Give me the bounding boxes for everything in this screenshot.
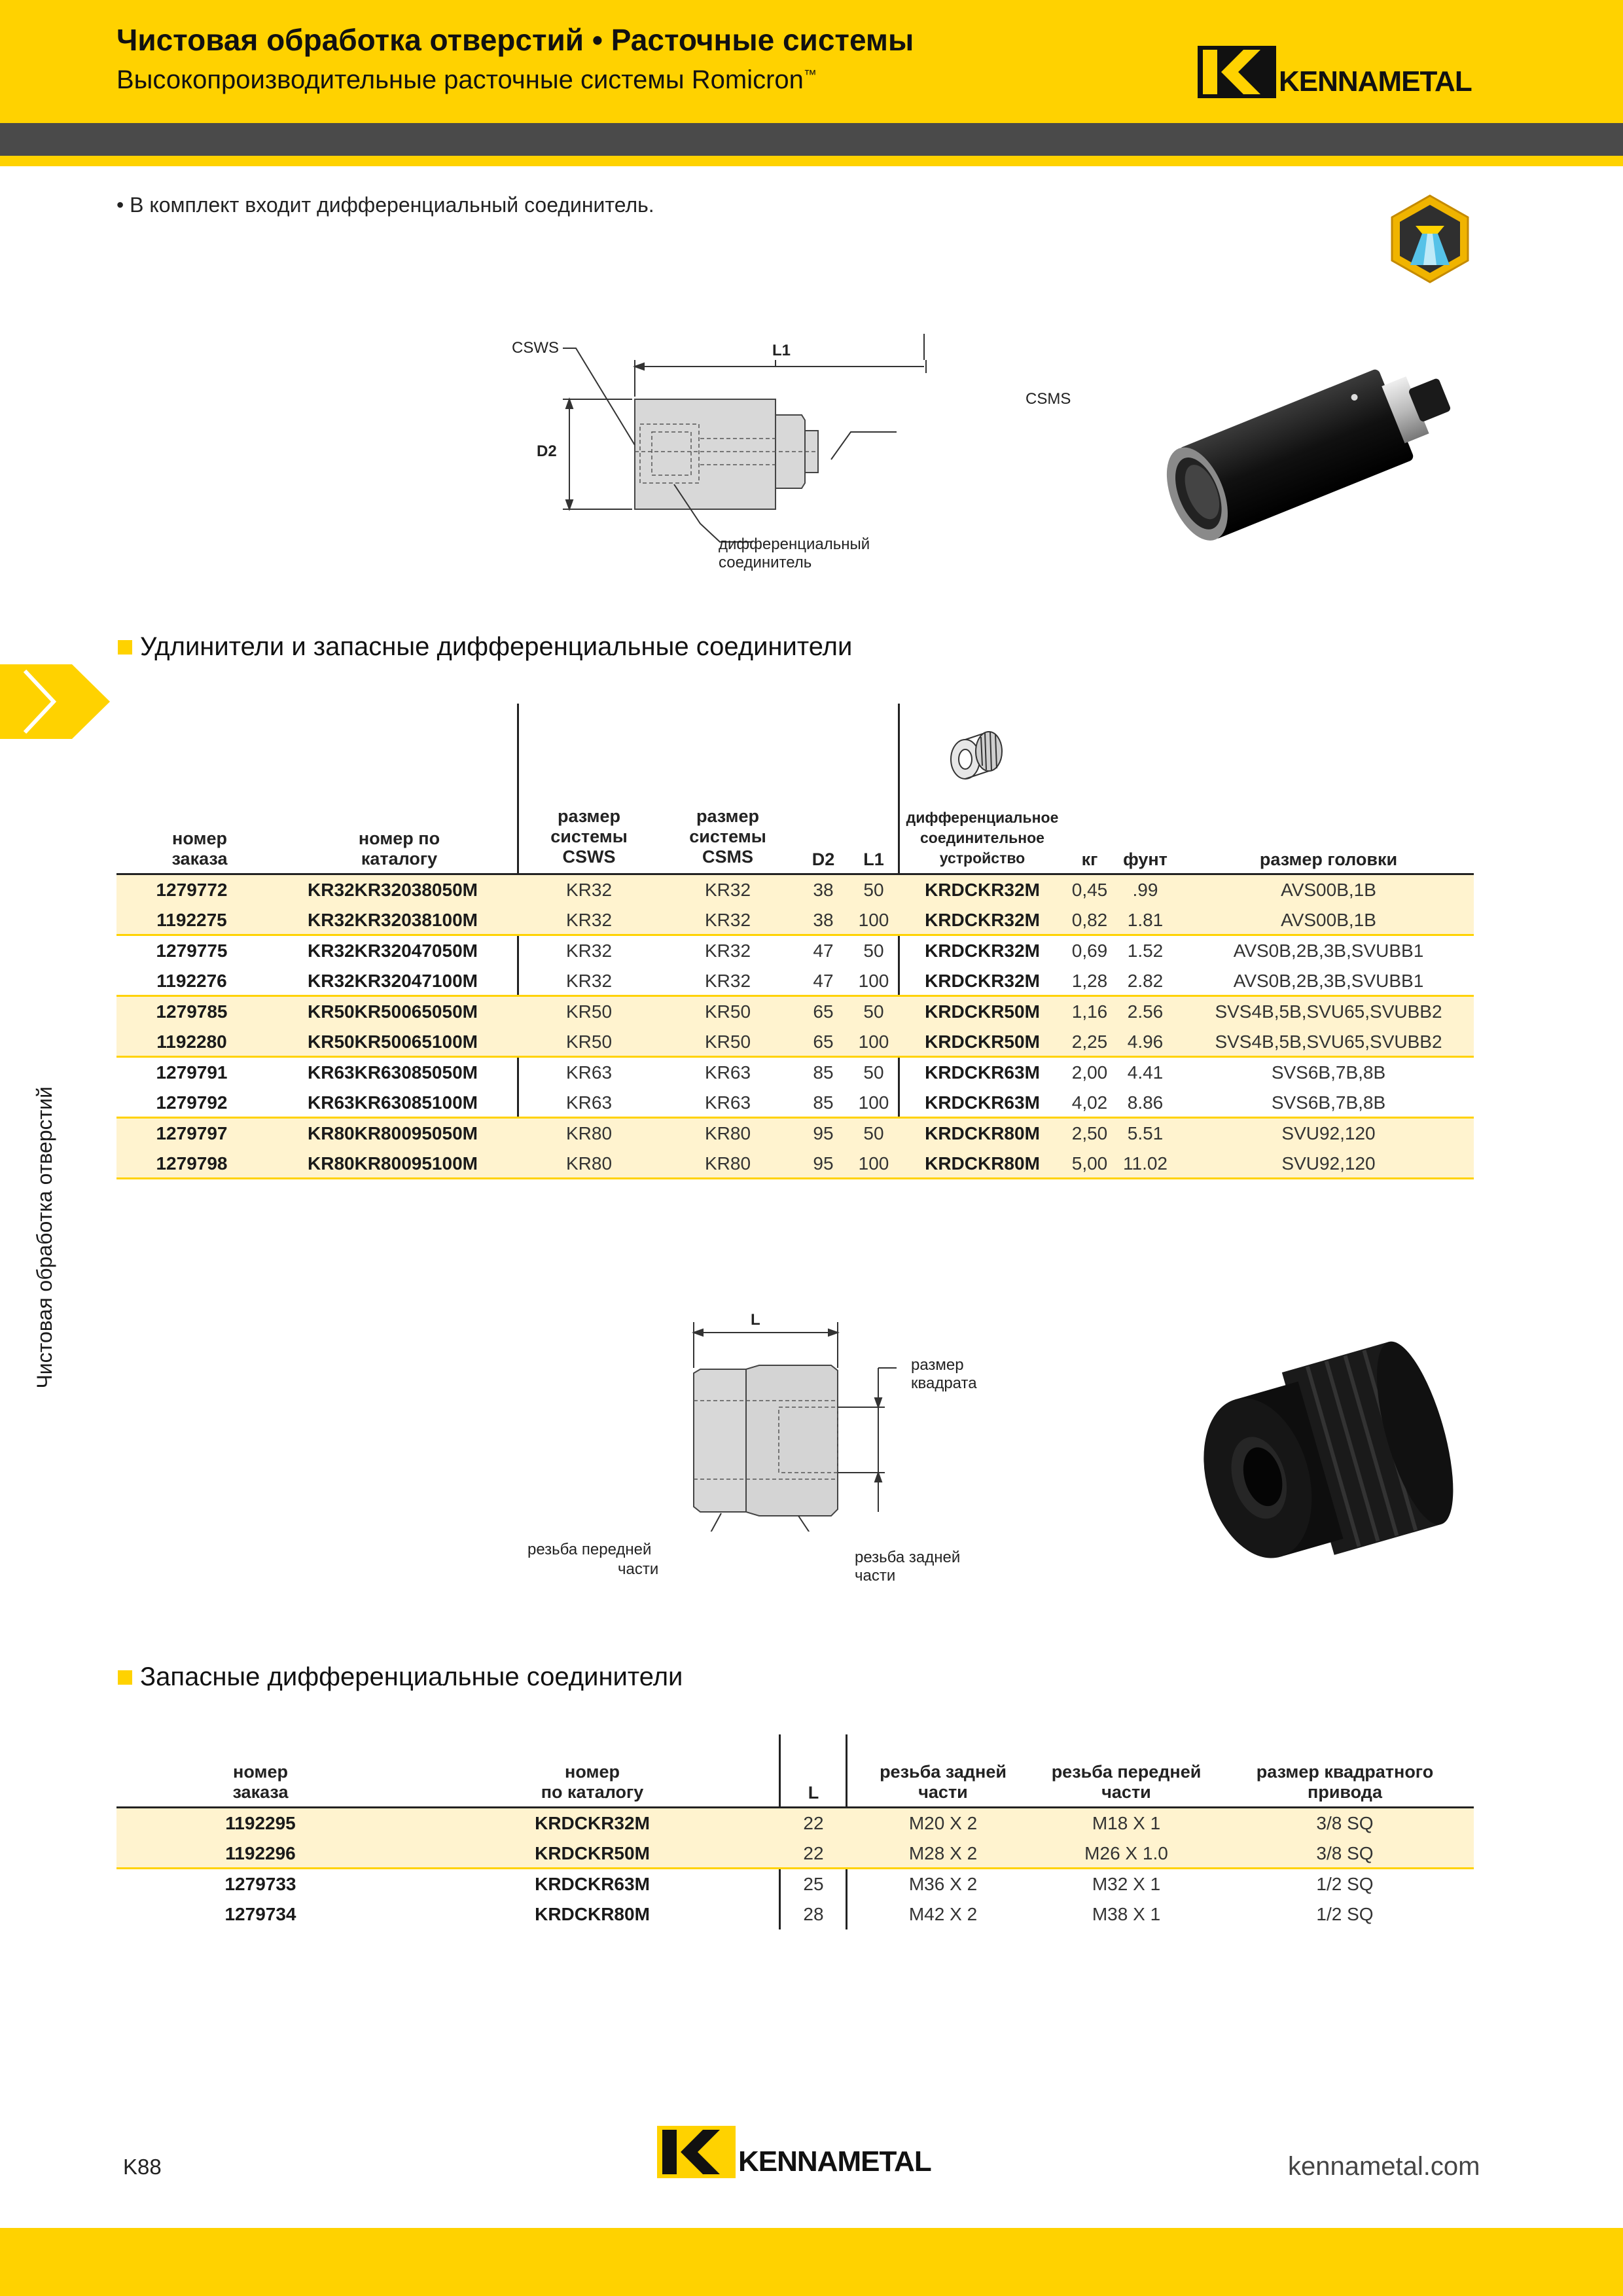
cell-csms: KR50 [704,1031,751,1052]
cell-order: 1192296 [225,1843,296,1863]
cell-kg: 5,00 [1071,1153,1108,1174]
table-row [116,1058,1474,1088]
th2-rear-1: резьба задней [880,1762,1007,1782]
th2-sq-1: размер квадратного [1256,1762,1434,1782]
table-row [116,1869,1474,1899]
th2-rear-2: части [918,1782,968,1802]
cell-rear: M20 X 2 [908,1813,978,1833]
cell-diff: KRDCKR32M [925,880,1040,900]
cell-sq: 1/2 SQ [1316,1904,1374,1924]
table-row [116,936,1474,966]
cell-kg: 4,02 [1071,1092,1108,1113]
cell-d2: 85 [813,1092,834,1113]
cell-d2: 38 [813,910,834,930]
cell-catalog: KR32KR32047100M [308,971,478,991]
cell-lb: 1.81 [1127,910,1164,930]
cell-d2: 47 [813,941,834,961]
section2-title: Запасные дифференциальные соединители [140,1662,683,1691]
cell-sq: 3/8 SQ [1316,1843,1374,1863]
cell-l1: 100 [858,1031,889,1052]
label-diff-1: дифференциальный [719,535,870,553]
cell-order: 1279772 [156,880,228,900]
cell-diff: KRDCKR50M [925,1031,1040,1052]
cell-l: 25 [803,1874,824,1894]
cell-order: 1279734 [224,1904,296,1924]
side-tab-text: Чистовая обработка отверстий [33,1086,56,1389]
th2-catalog-2: по каталогу [541,1782,644,1802]
bullet-note: • В комплект входит дифференциальный соединитель. [116,193,654,217]
cell-order: 1279797 [156,1123,228,1143]
cell-catalog: KR32KR32038050M [308,880,478,900]
cell-order: 1279775 [156,941,228,961]
th-csms-1: размер [696,806,760,826]
cell-catalog: KR80KR80095100M [308,1153,478,1174]
cell-csws: KR63 [565,1092,613,1113]
label-l1: L1 [772,342,791,359]
page-number: K88 [123,2155,162,2179]
cell-head: AVS0B,2B,3B,SVUBB1 [1233,971,1424,991]
boring-category-icon [1384,193,1476,285]
cell-diff: KRDCKR50M [925,1001,1040,1022]
label-d2: D2 [537,442,557,460]
cell-order: 1192280 [156,1031,227,1052]
cell-diff: KRDCKR80M [925,1153,1040,1174]
th-l1: L1 [863,850,884,869]
label-front-1: резьба передней [527,1541,652,1558]
cell-csws: KR63 [565,1062,613,1083]
cell-kg: 0,82 [1071,910,1108,930]
cell-csms: KR80 [704,1123,751,1143]
cell-csms: KR32 [704,941,751,961]
th-diff-1: дифференциальное [906,809,1059,826]
table-row [116,1839,1474,1869]
cell-csws: KR80 [565,1123,613,1143]
cell-l1: 50 [863,1123,884,1143]
th-catalog-1: номер по [358,829,440,848]
cell-kg: 2,25 [1071,1031,1108,1052]
th-d2: D2 [812,850,835,869]
cell-diff: KRDCKR32M [925,910,1040,930]
cell-d2: 38 [813,880,834,900]
footer-bar [0,2228,1623,2296]
cell-csms: KR63 [704,1062,751,1083]
cell-l1: 100 [858,1153,889,1174]
th-catalog-2: каталогу [361,849,438,869]
th2-front-1: резьба передней [1051,1762,1202,1782]
cell-d2: 95 [813,1153,834,1174]
extension-photo [1132,340,1486,543]
cell-d2: 95 [813,1123,834,1143]
cell-lb: .99 [1132,880,1158,900]
table-row [116,1808,1474,1839]
th-csws-1: размер [557,806,621,826]
cell-l1: 100 [858,910,889,930]
th-diff-3: устройство [939,850,1026,867]
cell-head: AVS00B,1B [1281,880,1376,900]
label-csws: CSWS [512,339,559,357]
cell-l: 22 [803,1813,824,1833]
kennametal-k-icon [1198,46,1276,98]
th2-catalog-1: номер [565,1762,620,1782]
cell-csws: KR32 [565,971,613,991]
cell-csws: KR32 [565,880,613,900]
cell-rear: M42 X 2 [908,1904,978,1924]
section1-title: Удлинители и запасные дифференциальные соединители [140,632,853,661]
cell-l: 22 [803,1843,824,1863]
cell-head: AVS00B,1B [1281,910,1376,930]
cell-csms: KR32 [704,910,751,930]
label-csms: CSMS [1026,390,1071,408]
th-head: размер головки [1259,850,1398,869]
cell-d2: 65 [813,1031,834,1052]
website-link[interactable]: kennametal.com [1288,2152,1480,2181]
cell-lb: 4.41 [1127,1062,1164,1083]
cell-head: AVS0B,2B,3B,SVUBB1 [1233,941,1424,961]
cell-head: SVU92,120 [1281,1123,1376,1143]
header-dark-band [0,123,1623,156]
th-catalog [294,829,504,869]
cell-catalog: KRDCKR50M [535,1843,650,1863]
th-order-1: номер [172,829,227,848]
table-row [116,1088,1474,1118]
cell-order: 1279791 [156,1062,228,1083]
th2-order-1: номер [233,1762,288,1782]
cell-diff: KRDCKR32M [925,941,1040,961]
cell-csws: KR32 [565,910,613,930]
table-row [116,905,1474,935]
kennametal-k-icon [657,2126,736,2178]
cell-diff: KRDCKR63M [925,1062,1040,1083]
cell-d2: 47 [813,971,834,991]
cell-head: SVS4B,5B,SVU65,SVUBB2 [1215,1031,1442,1052]
th2-order-2: заказа [232,1782,289,1802]
cell-l1: 50 [863,1062,884,1083]
cell-kg: 1,16 [1071,1001,1108,1022]
th2-rear [855,1762,1031,1803]
th-kg: кг [1081,850,1098,869]
cell-l1: 50 [863,880,884,900]
cell-lb: 5.51 [1127,1123,1164,1143]
th2-front [1031,1762,1221,1803]
side-tab-label [33,1086,59,1414]
cell-front: M38 X 1 [1092,1904,1161,1924]
cell-order: 1192276 [156,971,227,991]
cell-csms: KR80 [704,1153,751,1174]
cell-head: SVS6B,7B,8B [1271,1092,1386,1113]
th2-sq [1230,1762,1459,1803]
table-row [116,997,1474,1027]
cell-diff: KRDCKR63M [925,1092,1040,1113]
cell-diff: KRDCKR80M [925,1123,1040,1143]
cell-lb: 11.02 [1123,1153,1168,1174]
cell-lb: 8.86 [1127,1092,1164,1113]
table-row [116,875,1474,905]
cell-sq: 1/2 SQ [1316,1874,1374,1894]
cell-kg: 2,00 [1071,1062,1108,1083]
header-yellow-line [0,156,1623,166]
th-diff [901,808,1064,869]
footer-logo [657,2126,938,2178]
cell-lb: 1.52 [1127,941,1164,961]
side-tab-chevron [0,664,111,740]
cell-l1: 50 [863,941,884,961]
cell-d2: 65 [813,1001,834,1022]
th2-order [188,1762,332,1803]
table-row [116,1119,1474,1149]
label-sq-1: размер [911,1356,964,1374]
cell-sq: 3/8 SQ [1316,1813,1374,1833]
th-csms [662,806,793,867]
cell-l1: 50 [863,1001,884,1022]
th-diff-2: соединительное [920,829,1044,846]
cell-front: M26 X 1.0 [1084,1843,1168,1863]
cell-catalog: KRDCKR80M [535,1904,650,1924]
cell-catalog: KRDCKR32M [535,1813,650,1833]
th-order [137,829,262,869]
cell-lb: 2.82 [1127,971,1164,991]
header-logo [1198,46,1479,98]
logo-text: KENNAMETAL [1279,65,1472,98]
section1-marker [118,640,132,655]
cell-front: M18 X 1 [1092,1813,1161,1833]
footer-logo-text: KENNAMETAL [738,2145,931,2178]
cell-l: 28 [803,1904,824,1924]
cell-order: 1279733 [224,1874,296,1894]
cell-kg: 1,28 [1071,971,1108,991]
section2-marker [118,1670,132,1685]
label-rear-2: части [855,1567,896,1585]
cell-catalog: KR50KR50065100M [308,1031,478,1052]
th2-catalog [497,1762,687,1803]
cell-csms: KR32 [704,971,751,991]
page-subtitle [116,65,817,95]
cell-head: SVS6B,7B,8B [1271,1062,1386,1083]
cell-catalog: KR80KR80095050M [308,1123,478,1143]
cell-head: SVS4B,5B,SVU65,SVUBB2 [1215,1001,1442,1022]
cell-catalog: KR50KR50065050M [308,1001,478,1022]
th-order-2: заказа [171,849,228,869]
table-row [116,1899,1474,1929]
cell-l1: 100 [858,1092,889,1113]
cell-csws: KR32 [565,941,613,961]
cell-order: 1192295 [225,1813,296,1833]
coupler-photo [1185,1322,1486,1604]
th2-sq-2: привода [1308,1782,1382,1802]
table-row [116,1149,1474,1179]
cell-kg: 0,69 [1071,941,1108,961]
cell-order: 1279792 [156,1092,228,1113]
label-diff-2: соединитель [719,554,812,571]
cell-rear: M36 X 2 [908,1874,978,1894]
trademark: ™ [803,67,817,82]
cell-csms: KR63 [704,1092,751,1113]
th-csws-2: системы [550,827,628,846]
cell-catalog: KR32KR32038100M [308,910,478,930]
cell-order: 1279785 [156,1001,228,1022]
cell-catalog: KRDCKR63M [535,1874,650,1894]
cell-rear: M28 X 2 [908,1843,978,1863]
th-lb: фунт [1123,850,1168,869]
cell-catalog: KR63KR63085050M [308,1062,478,1083]
cell-csms: KR50 [704,1001,751,1022]
subtitle-text: Высокопроизводительные расточные системы Romicron [116,65,804,94]
coupler-mini-icon [939,720,1011,785]
table-row [116,1027,1474,1057]
cell-head: SVU92,120 [1281,1153,1376,1174]
cell-csws: KR50 [565,1001,613,1022]
cell-csws: KR50 [565,1031,613,1052]
cell-lb: 4.96 [1127,1031,1164,1052]
cell-l1: 100 [858,971,889,991]
cell-csws: KR80 [565,1153,613,1174]
th-csws [524,806,654,867]
cell-diff: KRDCKR32M [925,971,1040,991]
page-title: Чистовая обработка отверстий • Расточные системы [116,23,914,57]
cell-catalog: KR32KR32047050M [308,941,478,961]
th2-l: L [808,1783,819,1803]
cell-csms: KR32 [704,880,751,900]
cell-d2: 85 [813,1062,834,1083]
cell-order: 1192275 [156,910,227,930]
th2-front-2: части [1101,1782,1151,1802]
cell-kg: 2,50 [1071,1123,1108,1143]
label-l: L [751,1311,760,1329]
cell-order: 1279798 [156,1153,228,1174]
label-sq-2: квадрата [911,1374,977,1392]
label-front-2: части [618,1560,659,1578]
cell-front: M32 X 1 [1092,1874,1161,1894]
cell-kg: 0,45 [1071,880,1108,900]
table1-bottom-rule [116,1177,1474,1179]
coupler-drawing [681,1309,995,1532]
th-csms-3: CSMS [702,847,753,867]
th-csms-2: системы [689,827,766,846]
label-rear-1: резьба задней [855,1549,961,1566]
table-row [116,966,1474,996]
cell-catalog: KR63KR63085100M [308,1092,478,1113]
th-csws-3: CSWS [562,847,616,867]
cell-lb: 2.56 [1127,1001,1164,1022]
